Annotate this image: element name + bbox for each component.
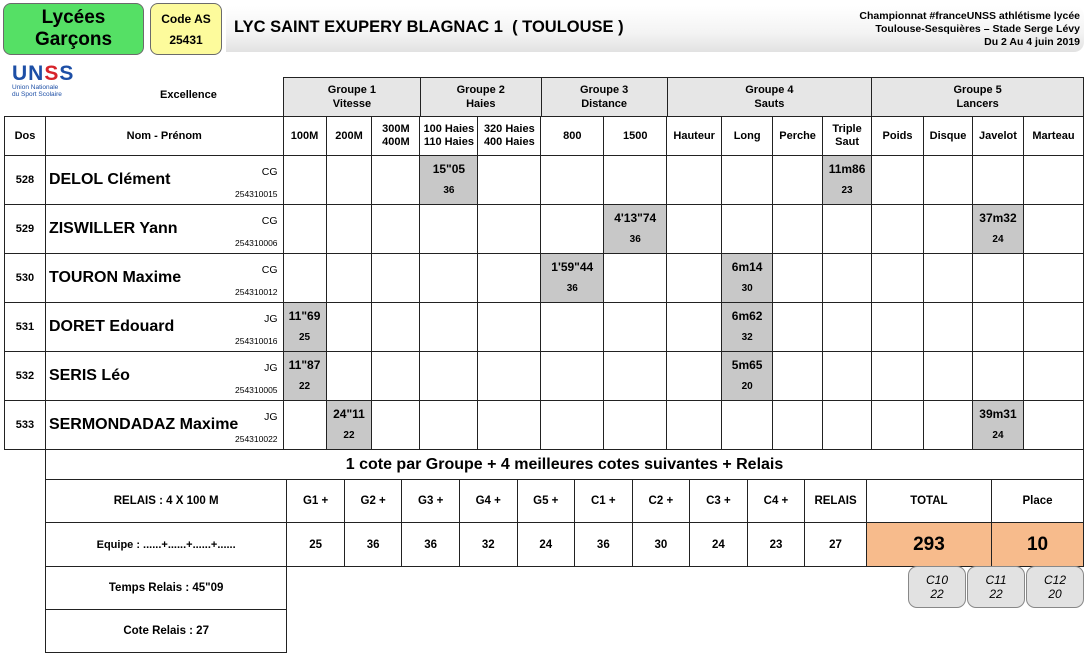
result-performance: 6m14 <box>731 260 763 274</box>
dos-number: 532 <box>5 352 46 401</box>
result-points: 22 <box>343 430 355 441</box>
championship-line3: Du 2 Au 4 juin 2019 <box>984 36 1080 48</box>
relay-score: Cote Relais : 27 <box>46 610 287 653</box>
empty-cell <box>541 205 604 254</box>
empty-cell <box>667 352 722 401</box>
result-cell <box>283 352 326 401</box>
empty-cell <box>541 303 604 352</box>
athlete-cell <box>45 303 283 352</box>
extra-score-value: 22 <box>989 587 1003 601</box>
col-event <box>667 117 722 156</box>
summary-header: RELAIS <box>805 480 867 523</box>
col-event <box>372 117 420 156</box>
athlete-name: SERMONDADAZ Maxime <box>48 416 239 433</box>
athlete-row <box>5 205 1084 254</box>
event-label: Disque <box>929 129 967 142</box>
athlete-class: CG <box>261 215 278 227</box>
empty-cell <box>326 156 372 205</box>
empty-cell <box>872 156 924 205</box>
empty-cell <box>773 156 823 205</box>
empty-cell <box>541 352 604 401</box>
school-name: LYC SAINT EXUPERY BLAGNAC 1 ( TOULOUSE ) <box>234 18 624 36</box>
athlete-cell <box>45 352 283 401</box>
extra-score-pill <box>967 566 1025 608</box>
group-sub: Lancers <box>956 98 999 110</box>
result-performance: 4'13"74 <box>614 211 657 225</box>
athlete-class: JG <box>264 313 278 325</box>
empty-cell <box>667 205 722 254</box>
total-label: TOTAL <box>866 480 991 523</box>
empty-cell <box>326 352 372 401</box>
summary-value: 23 <box>747 523 805 567</box>
empty-cell <box>872 352 924 401</box>
summary-value: 30 <box>632 523 690 567</box>
dos-number: 531 <box>5 303 46 352</box>
empty-cell <box>872 254 924 303</box>
group-header-5 <box>872 78 1084 117</box>
summary-header: C1 + <box>575 480 633 523</box>
code-badge <box>150 3 222 55</box>
result-cell <box>326 401 372 450</box>
empty-cell <box>924 254 973 303</box>
group-header-table <box>283 77 1084 117</box>
result-performance: 39m31 <box>979 407 1017 421</box>
event-label: Marteau <box>1032 129 1075 142</box>
empty-cell <box>420 205 478 254</box>
col-event <box>604 117 667 156</box>
event-label: 320 Haies <box>483 123 535 135</box>
logo-sub2: du Sport Scolaire <box>12 91 62 98</box>
athlete-cell <box>45 254 283 303</box>
category-line2: Garçons <box>34 29 113 50</box>
event-label: 400 Haies <box>483 136 535 148</box>
extra-score-value: 22 <box>930 587 944 601</box>
event-label: Perche <box>779 129 816 142</box>
group-name: Groupe 2 <box>456 84 505 96</box>
athlete-name: TOURON Maxime <box>48 269 182 286</box>
athlete-cell <box>45 156 283 205</box>
empty-cell <box>1023 254 1083 303</box>
extra-score-code: C10 <box>925 573 948 587</box>
athlete-license: 254310005 <box>234 385 278 395</box>
category-badge <box>3 3 144 55</box>
group-name: Groupe 4 <box>745 84 794 96</box>
summary-header: C4 + <box>747 480 805 523</box>
result-points: 36 <box>629 234 641 245</box>
group-header-2 <box>420 78 541 117</box>
team-label: Equipe : ......+......+......+...... <box>46 523 287 567</box>
extra-score-pill <box>908 566 966 608</box>
place-value: 10 <box>992 523 1084 567</box>
athlete-row <box>5 303 1084 352</box>
championship-line2: Toulouse-Sesquières – Stade Serge Lévy <box>875 23 1080 35</box>
result-cell <box>823 156 872 205</box>
empty-cell <box>372 205 420 254</box>
empty-cell <box>541 156 604 205</box>
result-performance: 11m86 <box>828 162 866 176</box>
empty-cell <box>722 401 773 450</box>
result-performance: 11"69 <box>288 309 321 323</box>
empty-cell <box>283 156 326 205</box>
athlete-license: 254310016 <box>234 336 278 346</box>
empty-cell <box>326 205 372 254</box>
empty-cell <box>872 205 924 254</box>
empty-cell <box>478 254 541 303</box>
result-points: 30 <box>741 283 753 294</box>
result-points: 23 <box>841 185 853 196</box>
level-label: Excellence <box>160 89 217 101</box>
event-label: 110 Haies <box>423 136 474 148</box>
empty-cell <box>283 401 326 450</box>
empty-cell <box>1023 205 1083 254</box>
empty-cell <box>823 352 872 401</box>
event-label: 200M <box>335 129 363 142</box>
group-header-3 <box>541 78 667 117</box>
dos-number: 530 <box>5 254 46 303</box>
empty-cell <box>823 254 872 303</box>
result-performance: 5m65 <box>731 358 763 372</box>
empty-cell <box>604 254 667 303</box>
summary-value: 27 <box>805 523 867 567</box>
empty-cell <box>1023 156 1083 205</box>
summary-value: 36 <box>402 523 460 567</box>
event-label: Javelot <box>978 129 1017 142</box>
athlete-class: JG <box>264 411 278 423</box>
code-value: 25431 <box>169 32 203 47</box>
col-event <box>773 117 823 156</box>
event-label: 1500 <box>622 129 648 142</box>
event-header-row <box>5 117 1084 156</box>
empty-cell <box>372 303 420 352</box>
athlete-name: ZISWILLER Yann <box>48 220 178 237</box>
empty-cell <box>722 156 773 205</box>
empty-cell <box>972 303 1023 352</box>
group-sub: Vitesse <box>332 98 372 110</box>
summary-header: C2 + <box>632 480 690 523</box>
result-cell <box>722 303 773 352</box>
result-points: 24 <box>992 430 1004 441</box>
empty-cell <box>478 352 541 401</box>
empty-cell <box>420 352 478 401</box>
summary-value: 25 <box>287 523 345 567</box>
empty-cell <box>667 254 722 303</box>
group-name: Groupe 3 <box>579 84 629 96</box>
athlete-row <box>5 254 1084 303</box>
col-event <box>1023 117 1083 156</box>
result-cell <box>604 205 667 254</box>
empty-cell <box>1023 352 1083 401</box>
summary-header: G2 + <box>344 480 402 523</box>
summary-value: 32 <box>459 523 517 567</box>
group-name: Groupe 1 <box>327 84 377 96</box>
empty-cell <box>604 401 667 450</box>
col-event <box>823 117 872 156</box>
empty-cell <box>872 401 924 450</box>
code-label: Code AS <box>161 11 211 26</box>
empty-cell <box>972 156 1023 205</box>
col-event <box>924 117 973 156</box>
col-event <box>541 117 604 156</box>
athlete-class: CG <box>261 264 278 276</box>
athlete-name: DORET Edouard <box>48 318 175 335</box>
athlete-cell <box>45 205 283 254</box>
col-event <box>722 117 773 156</box>
relay-time: Temps Relais : 45"09 <box>46 567 287 610</box>
summary-value: 24 <box>690 523 748 567</box>
empty-cell <box>667 401 722 450</box>
result-points: 36 <box>566 283 578 294</box>
result-cell <box>283 303 326 352</box>
col-event <box>972 117 1023 156</box>
event-label: Triple <box>832 123 862 135</box>
empty-cell <box>420 401 478 450</box>
total-value: 293 <box>866 523 991 567</box>
empty-cell <box>326 254 372 303</box>
athlete-license: 254310022 <box>234 434 278 444</box>
category-line1: Lycées <box>41 7 106 28</box>
summary-table <box>45 449 1084 653</box>
result-performance: 11"87 <box>288 358 321 372</box>
empty-cell <box>667 156 722 205</box>
result-points: 24 <box>992 234 1004 245</box>
empty-cell <box>924 156 973 205</box>
empty-cell <box>541 401 604 450</box>
empty-cell <box>722 205 773 254</box>
summary-value: 36 <box>575 523 633 567</box>
group-name: Groupe 5 <box>953 84 1002 96</box>
scoring-rule: 1 cote par Groupe + 4 meilleures cotes suivantes + Relais <box>46 450 1084 480</box>
empty-cell <box>823 205 872 254</box>
summary-value: 24 <box>517 523 575 567</box>
unss-logo <box>12 64 92 110</box>
empty-cell <box>1023 303 1083 352</box>
empty-cell <box>478 401 541 450</box>
empty-cell <box>420 254 478 303</box>
result-performance: 1'59"44 <box>551 260 594 274</box>
empty-cell <box>420 303 478 352</box>
event-label: 800 <box>563 129 582 142</box>
empty-cell <box>478 156 541 205</box>
col-event <box>326 117 372 156</box>
result-points: 36 <box>443 185 455 196</box>
event-label: 300M <box>382 123 410 135</box>
empty-cell <box>667 303 722 352</box>
extra-score-pill <box>1026 566 1084 608</box>
empty-cell <box>372 352 420 401</box>
athlete-row <box>5 352 1084 401</box>
empty-cell <box>773 303 823 352</box>
col-event <box>478 117 541 156</box>
result-cell <box>722 352 773 401</box>
dos-number: 529 <box>5 205 46 254</box>
championship-line1: Championnat #franceUNSS athlétisme lycée <box>859 10 1080 22</box>
empty-cell <box>604 303 667 352</box>
result-cell <box>972 401 1023 450</box>
empty-cell <box>823 303 872 352</box>
summary-header: G4 + <box>459 480 517 523</box>
logo-text: UNSS <box>12 62 75 85</box>
col-name: Nom - Prénom <box>45 117 283 156</box>
empty-cell <box>372 254 420 303</box>
empty-cell <box>823 401 872 450</box>
athlete-cell <box>45 401 283 450</box>
empty-cell <box>1023 401 1083 450</box>
event-label: Hauteur <box>673 129 715 142</box>
col-event <box>872 117 924 156</box>
dos-number: 528 <box>5 156 46 205</box>
empty-cell <box>372 401 420 450</box>
col-dos: Dos <box>5 117 46 156</box>
summary-header: G5 + <box>517 480 575 523</box>
result-cell <box>420 156 478 205</box>
group-header-4 <box>667 78 872 117</box>
empty-cell <box>924 401 973 450</box>
group-sub: Haies <box>466 98 496 110</box>
result-cell <box>972 205 1023 254</box>
results-table <box>4 116 1084 450</box>
result-points: 25 <box>298 332 311 343</box>
extra-score-value: 20 <box>1048 587 1062 601</box>
col-event <box>283 117 326 156</box>
empty-cell <box>372 156 420 205</box>
empty-cell <box>924 303 973 352</box>
empty-cell <box>326 303 372 352</box>
result-performance: 6m62 <box>731 309 763 323</box>
empty-cell <box>972 254 1023 303</box>
empty-cell <box>773 205 823 254</box>
group-sub: Sauts <box>754 98 785 110</box>
empty-cell <box>773 401 823 450</box>
empty-cell <box>773 352 823 401</box>
place-label: Place <box>992 480 1084 523</box>
dos-number: 533 <box>5 401 46 450</box>
empty-cell <box>604 156 667 205</box>
championship-info <box>780 10 1080 49</box>
event-label: Long <box>733 129 761 142</box>
result-performance: 24"11 <box>333 407 365 421</box>
athlete-name: DELOL Clément <box>48 171 171 188</box>
logo-sub1: Union Nationale <box>12 84 59 91</box>
athlete-class: JG <box>264 362 278 374</box>
athlete-license: 254310012 <box>234 287 278 297</box>
extra-scores <box>908 566 1084 608</box>
empty-cell <box>478 303 541 352</box>
event-label: Saut <box>835 136 859 148</box>
result-cell <box>541 254 604 303</box>
result-points: 22 <box>298 381 311 392</box>
result-points: 20 <box>741 381 753 392</box>
summary-header: G1 + <box>287 480 345 523</box>
result-performance: 37m32 <box>979 211 1017 225</box>
event-label: 100 Haies <box>423 123 475 135</box>
empty-cell <box>773 254 823 303</box>
group-header-1 <box>284 78 421 117</box>
col-event <box>420 117 478 156</box>
group-sub: Distance <box>581 98 628 110</box>
event-label: Poids <box>882 129 913 142</box>
result-cell <box>722 254 773 303</box>
empty-cell <box>604 352 667 401</box>
empty-cell <box>478 205 541 254</box>
athlete-license: 254310006 <box>234 238 278 248</box>
empty-cell <box>872 303 924 352</box>
summary-value: 36 <box>344 523 402 567</box>
relay-label: RELAIS : 4 X 100 M <box>46 480 287 523</box>
empty-cell <box>283 205 326 254</box>
athlete-license: 254310015 <box>234 189 278 199</box>
event-label: 400M <box>382 136 410 148</box>
extra-score-code: C12 <box>1043 573 1066 587</box>
empty-cell <box>924 205 973 254</box>
summary-header: C3 + <box>690 480 748 523</box>
event-label: 100M <box>290 129 319 142</box>
athlete-class: CG <box>261 166 278 178</box>
result-points: 32 <box>741 332 753 343</box>
athlete-name: SERIS Léo <box>48 367 130 384</box>
extra-score-code: C11 <box>985 573 1007 587</box>
empty-cell <box>924 352 973 401</box>
empty-cell <box>972 352 1023 401</box>
athlete-row <box>5 401 1084 450</box>
result-performance: 15"05 <box>432 162 466 176</box>
athlete-row <box>5 156 1084 205</box>
summary-header: G3 + <box>402 480 460 523</box>
empty-cell <box>283 254 326 303</box>
